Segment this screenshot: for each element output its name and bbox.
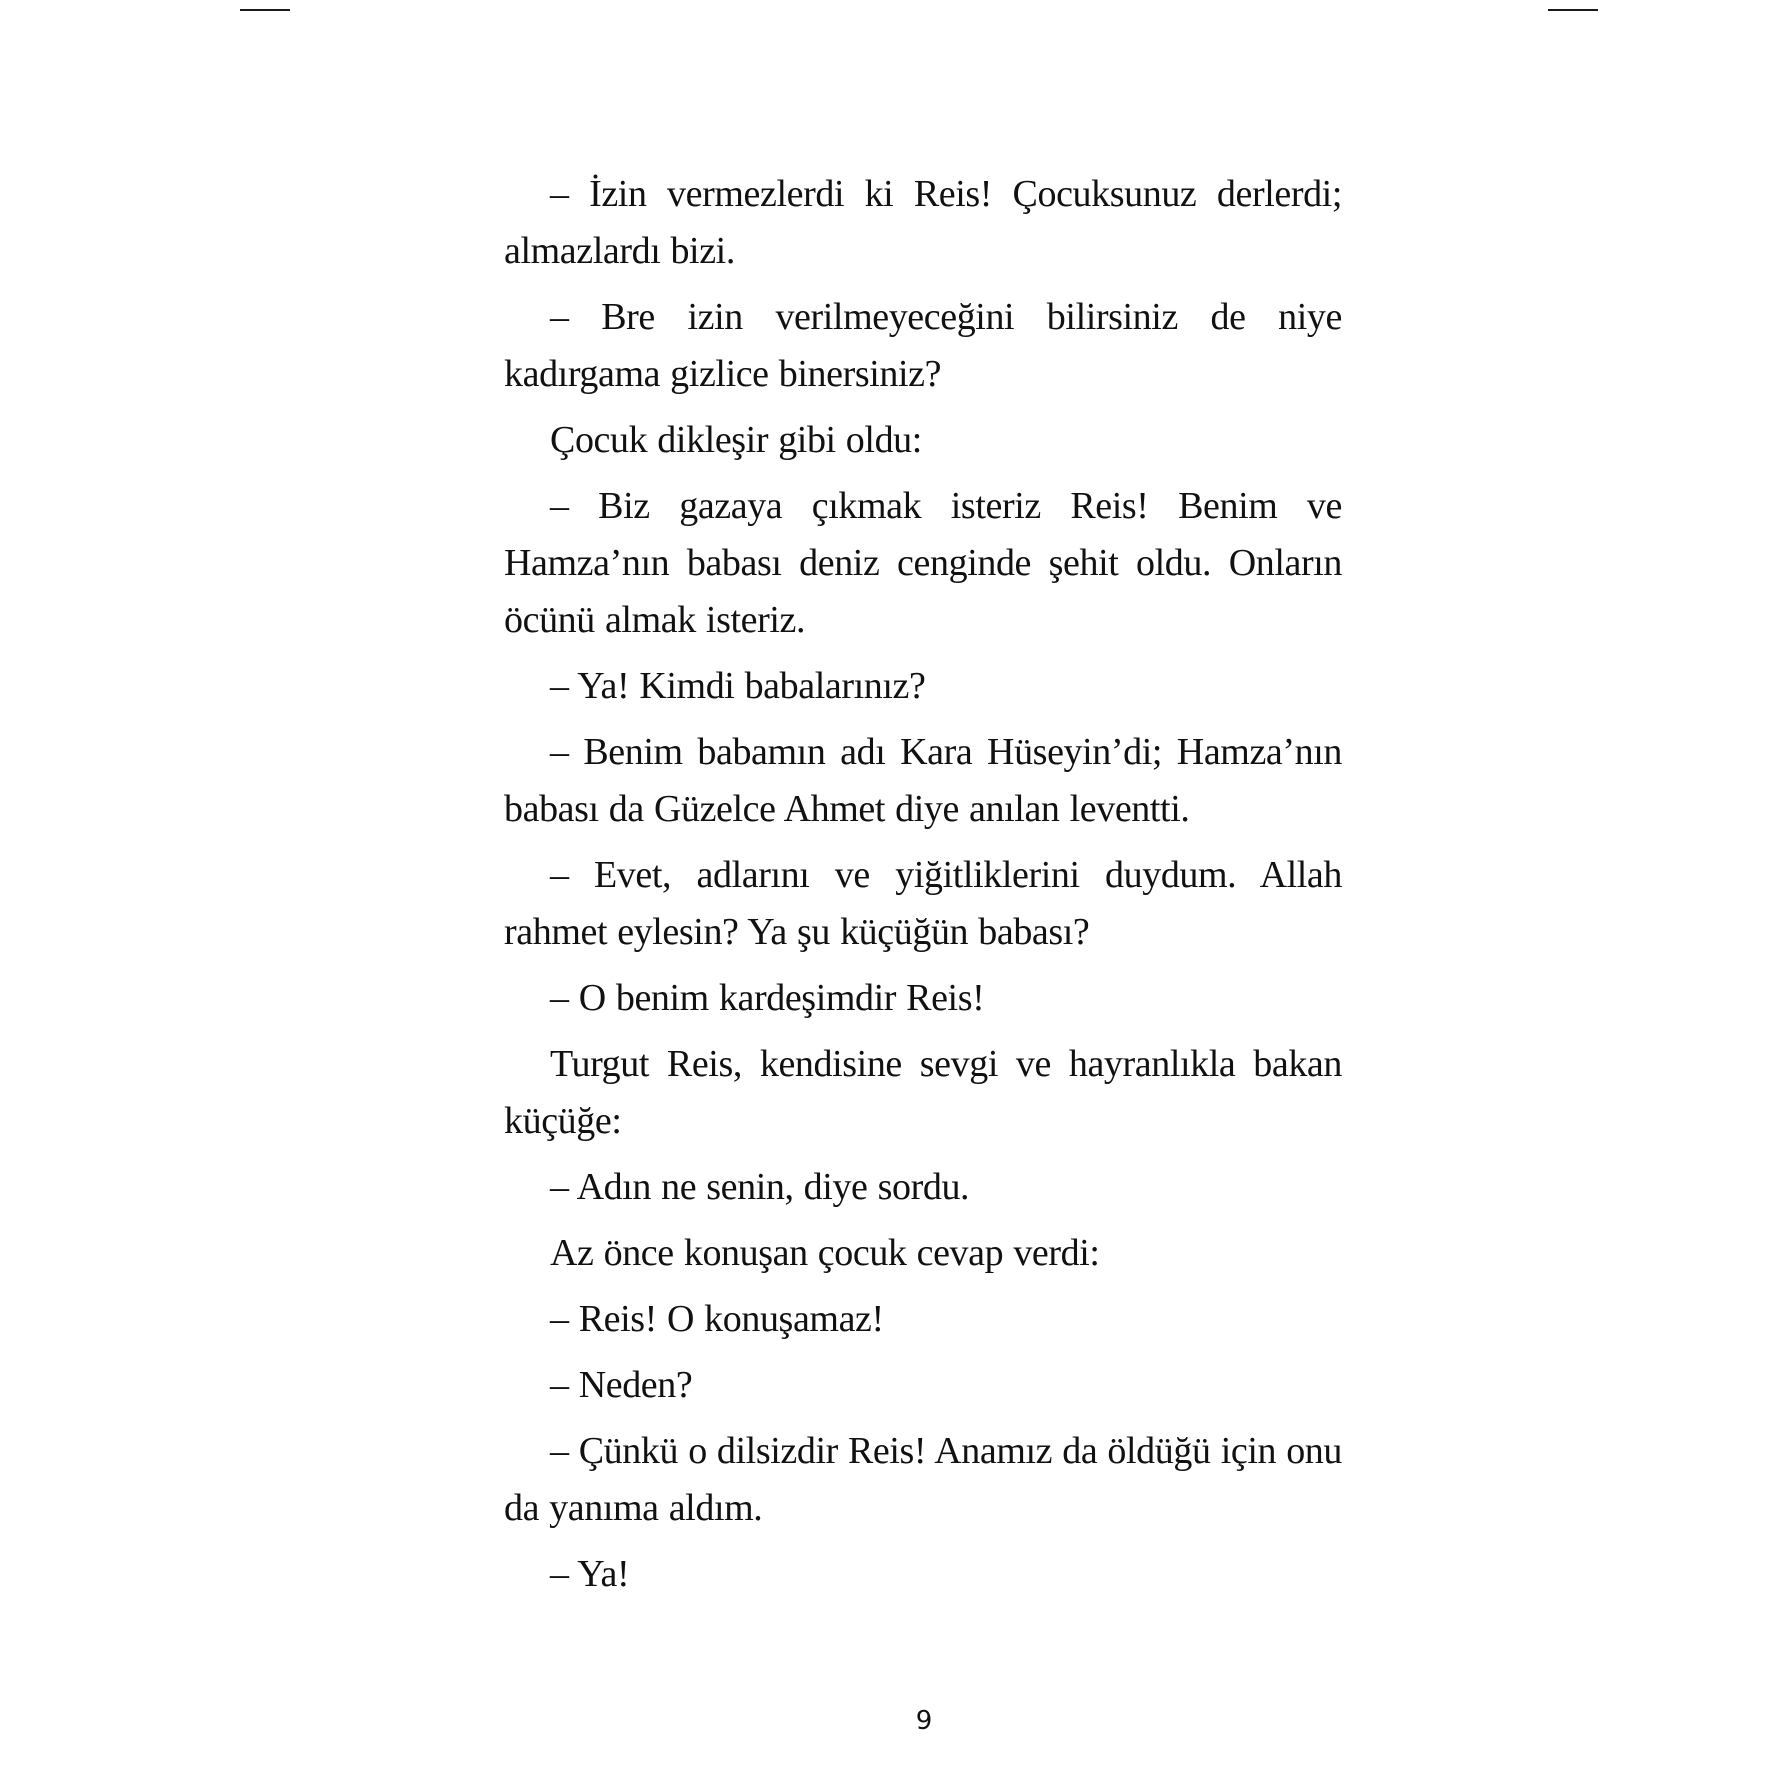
crop-mark-left bbox=[240, 9, 290, 11]
paragraph: – Ya! bbox=[550, 1553, 630, 1595]
paragraph: – Bre izin verilmeyeceğini bilirsiniz de niye kadırgama gizlice binersiniz? bbox=[504, 296, 1342, 395]
crop-mark-right bbox=[1548, 9, 1598, 11]
paragraph: – Evet, adlarını ve yiğitliklerini duydum. Allah rahmet eylesin? Ya şu küçüğün babası? bbox=[504, 854, 1342, 953]
paragraph: – O benim kardeşimdir Reis! bbox=[550, 977, 985, 1019]
page-number: 9 bbox=[915, 1706, 933, 1736]
paragraph: – Neden? bbox=[550, 1364, 693, 1406]
paragraph: Turgut Reis, kendisine sevgi ve hayranlıkla bakan küçüğe: bbox=[504, 1043, 1342, 1142]
paragraph: – İzin vermezlerdi ki Reis! Çocuksunuz derlerdi; almazlardı bizi. bbox=[504, 173, 1342, 272]
paragraph: – Reis! O konuşamaz! bbox=[550, 1298, 884, 1340]
paragraph: Çocuk dikleşir gibi oldu: bbox=[550, 419, 922, 461]
paragraph: – Benim babamın adı Kara Hüseyin’di; Hamza’nın babası da Güzelce Ahmet diye anılan leventti. bbox=[504, 731, 1342, 830]
paragraph: Az önce konuşan çocuk cevap verdi: bbox=[550, 1232, 1100, 1274]
paragraph: – Ya! Kimdi babalarınız? bbox=[550, 665, 926, 707]
paragraph: – Biz gazaya çıkmak isteriz Reis! Benim ve Hamza’nın babası deniz cenginde şehit oldu. Onların öcünü almak isteriz. bbox=[504, 485, 1342, 641]
paragraph: – Adın ne senin, diye sordu. bbox=[550, 1166, 970, 1208]
body-text bbox=[504, 166, 1342, 1612]
paragraph: – Çünkü o dilsizdir Reis! Anamız da öldüğü için onu da yanıma aldım. bbox=[504, 1430, 1342, 1529]
